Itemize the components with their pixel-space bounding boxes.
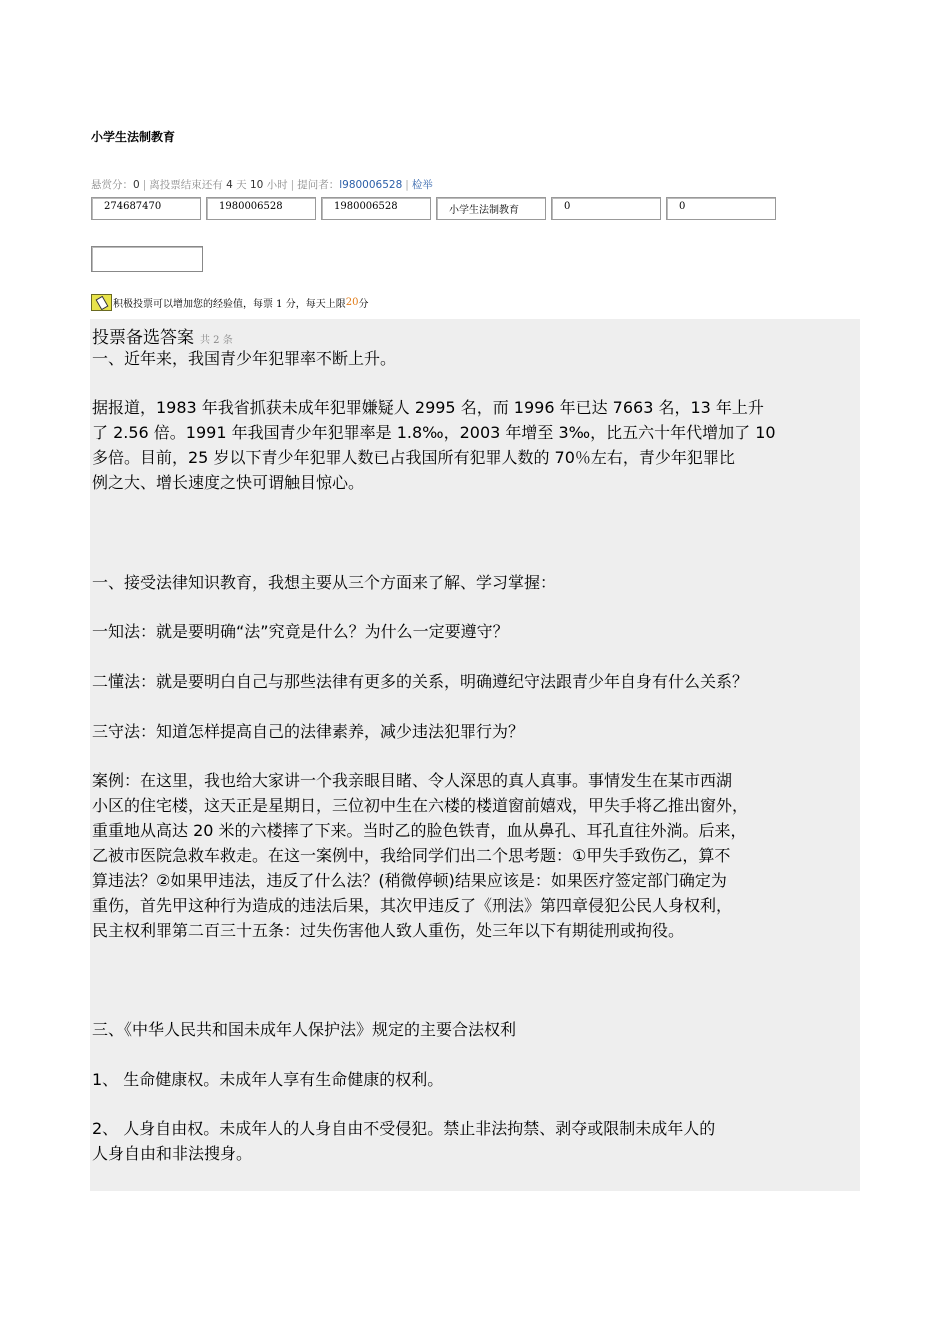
blank-input[interactable] bbox=[91, 246, 203, 272]
answer-line: 重伤，首先甲这种行为造成的违法后果，其次甲违反了《刑法》第四章侵犯公民人身权利， bbox=[92, 896, 733, 915]
answer-line: 据报道，1983 年我省抓获未成年犯罪嫌疑人 2995 名，而 1996 年已达 7663 名，13 年上升 bbox=[92, 398, 764, 417]
answer-line: 2、 人身自由权。未成年人的人身自由不受侵犯。禁止非法拘禁、剥夺或限制未成年人的 bbox=[92, 1119, 716, 1138]
field-cell[interactable]: 小学生法制教育 bbox=[436, 197, 546, 220]
answers-count: 共 2 条 bbox=[200, 335, 233, 346]
answers-heading bbox=[92, 323, 233, 348]
field-cell[interactable]: 0 bbox=[551, 197, 661, 220]
vote-tip bbox=[91, 294, 368, 311]
tip-text-before: 积极投票可以增加您的经验值，每票 1 分，每天上限 bbox=[113, 299, 346, 310]
deadline-hours: 10 bbox=[249, 179, 264, 191]
answer-line: 民主权利罪第二百三十五条：过失伤害他人致人重伤，处三年以下有期徒刑或拘役。 bbox=[92, 921, 685, 940]
answers-heading-text: 投票备选答案 bbox=[92, 328, 194, 348]
answer-line: 重重地从高达 20 米的六楼摔了下来。当时乙的脸色铁青，血从鼻孔、耳孔直往外淌。后来， bbox=[92, 821, 747, 840]
answer-line: 算违法？②如果甲违法，违反了什么法？(稍微停顿)结果应该是：如果医疗签定部门确定为 bbox=[92, 871, 727, 890]
tip-text-after: 分 bbox=[358, 299, 369, 310]
field-cell[interactable]: 274687470 bbox=[91, 197, 201, 220]
answer-line: 案例：在这里，我也给大家讲一个我亲眼目睹、令人深思的真人真事。事情发生在某市西湖 bbox=[92, 771, 733, 790]
day-unit: 天 bbox=[236, 179, 247, 191]
answer-line: 三守法：知道怎样提高自己的法律素养，减少违法犯罪行为？ bbox=[92, 722, 525, 741]
answer-line: 多倍。目前，25 岁以下青少年犯罪人数已占我国所有犯罪人数的 70％左右，青少年犯罪比 bbox=[92, 448, 735, 467]
answer-line: 小区的住宅楼，这天正是星期日，三位初中生在六楼的楼道窗前嬉戏，甲失手将乙推出窗外， bbox=[92, 796, 749, 815]
asker-label: 提问者： bbox=[297, 179, 340, 191]
vote-pencil-icon bbox=[91, 294, 112, 311]
answer-line: 乙被市医院急救车救走。在这一案例中，我给同学们出二个思考题：①甲失手致伤乙，算不 bbox=[92, 846, 731, 865]
reward-label: 悬赏分： bbox=[91, 179, 133, 191]
hour-unit: 小时 bbox=[266, 179, 288, 191]
deadline-days: 4 bbox=[226, 179, 233, 191]
answers-panel bbox=[90, 319, 860, 1191]
field-cell[interactable]: 0 bbox=[666, 197, 776, 220]
field-cell[interactable]: 1980006528 bbox=[321, 197, 431, 220]
question-meta: 悬赏分：0 | 离投票结束还有 4 天 10 小时 | 提问者：l980006528 | 检举 bbox=[91, 179, 433, 191]
answer-line: 例之大、增长速度之快可谓触目惊心。 bbox=[92, 473, 365, 492]
answer-line: 二懂法：就是要明白自己与那些法律有更多的关系，明确遵纪守法跟青少年自身有什么关系？ bbox=[92, 672, 749, 691]
asker-link[interactable]: l980006528 bbox=[339, 179, 403, 191]
answer-line: 三、《中华人民共和国未成年人保护法》规定的主要合法权利 bbox=[92, 1020, 517, 1039]
answer-line: 了 2.56 倍。1991 年我国青少年犯罪率是 1.8‰，2003 年增至 3‰，比五六十年代增加了 10 bbox=[92, 423, 776, 442]
tip-limit: 20 bbox=[345, 297, 359, 308]
answer-line: 一、近年来，我国青少年犯罪率不断上升。 bbox=[92, 349, 397, 368]
report-link[interactable]: 检举 bbox=[411, 179, 433, 191]
answer-line: 一知法：就是要明确“法”究竟是什么？为什么一定要遵守？ bbox=[92, 622, 509, 641]
page-title: 小学生法制教育 bbox=[91, 130, 176, 144]
answer-line: 人身自由和非法搜身。 bbox=[92, 1144, 253, 1163]
reward-value: 0 bbox=[133, 179, 140, 191]
field-cell[interactable]: 1980006528 bbox=[206, 197, 316, 220]
deadline-text: 离投票结束还有 bbox=[149, 179, 223, 191]
answer-line: 一、接受法律知识教育，我想主要从三个方面来了解、学习掌握： bbox=[92, 573, 557, 592]
answer-line: 1、 生命健康权。未成年人享有生命健康的权利。 bbox=[92, 1070, 444, 1089]
